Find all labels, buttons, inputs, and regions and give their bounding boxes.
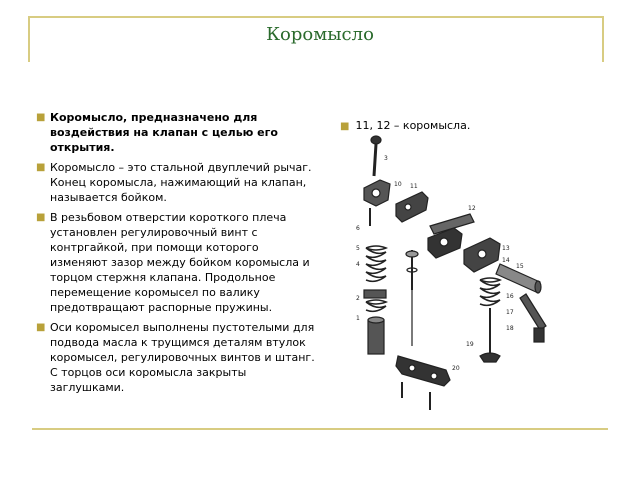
bullet-text: Коромысло, предназначено для воздействия на клапан с целью его открытия.	[50, 111, 278, 154]
bullet-item	[36, 320, 316, 395]
rocker-arm-diagram	[350, 130, 550, 420]
rocker-arm-right	[464, 238, 500, 272]
pushrod-lower	[520, 294, 546, 342]
bullet-item	[36, 160, 316, 205]
part-label: 6	[356, 225, 360, 232]
part-label: 16	[506, 293, 514, 300]
part-label: 3	[384, 155, 388, 162]
bullet-icon: ■	[36, 322, 46, 333]
bullet-icon: ■	[36, 112, 46, 123]
part-label: 20	[452, 365, 460, 372]
part-label: 10	[394, 181, 402, 188]
rocker-stand	[396, 356, 450, 410]
frame-bottom-line	[32, 428, 608, 430]
frame-top-line	[28, 16, 604, 18]
bullet-item	[36, 110, 316, 155]
bullet-icon: ■	[340, 121, 350, 132]
part-label: 18	[506, 325, 514, 332]
part-label: 1	[356, 315, 360, 322]
part-label: 13	[502, 245, 510, 252]
part-label: 4	[356, 261, 360, 268]
spring-stack-left	[364, 246, 386, 311]
part-label: 5	[356, 245, 360, 252]
part-label: 19	[466, 341, 474, 348]
rocker-arm-left	[364, 180, 390, 226]
slide-title: Коромысло	[266, 24, 374, 45]
bullet-icon: ■	[36, 162, 46, 173]
caption-text: 11, 12 – коромысла.	[355, 119, 471, 132]
rocker-bracket	[396, 192, 428, 222]
part-label: 17	[506, 309, 514, 316]
bullet-icon: ■	[36, 212, 46, 223]
part-label: 12	[468, 205, 476, 212]
left-text-column	[36, 110, 316, 400]
bullet-item	[36, 210, 316, 315]
part-label: 2	[356, 295, 360, 302]
valve-cotters	[406, 250, 418, 346]
bullet-text: Оси коромысел выполнены пустотелыми для подвода масла к трущимся деталям втулок коромысел, регулировочных винтов и штанг. С торцов оси коромысла закрыты заглушками.	[50, 321, 315, 394]
part-label: 11	[410, 183, 418, 190]
bullet-text: В резьбовом отверстии короткого плеча установлен регулировочный винт с контргайкой, при помощи которого изменяют зазор между бойком коромысла и торцом стержня клапана. Продольное перемещение коромысел по валику предотвращают распорные пружины.	[50, 211, 310, 314]
bullet-text: Коромысло – это стальной двуплечий рычаг. Конец коромысла, нажимающий на клапан, называется бойком.	[50, 161, 312, 204]
part-label: 15	[516, 263, 524, 270]
valve-spring-right	[480, 278, 500, 362]
pushrod-part	[371, 136, 381, 176]
part-label: 14	[502, 257, 510, 264]
valve-guide	[368, 317, 384, 354]
